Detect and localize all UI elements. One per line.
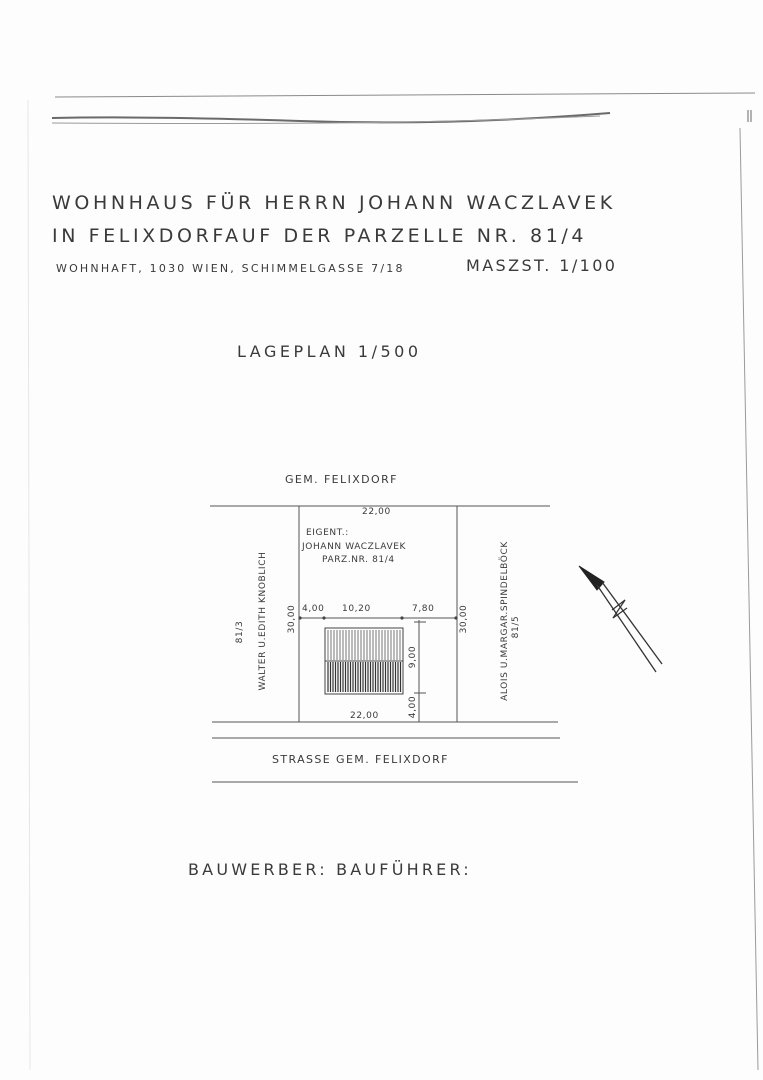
parcel-number: PARZ.NR. 81/4 [322,555,395,565]
left-neighbor-name: WALTER U.EDITH KNOBLICH [258,551,268,691]
owner-name: JOHANN WACZLAVEK [302,542,406,552]
lageplan-label: LAGEPLAN 1/500 [237,342,422,361]
dim-depth-right: 30,00 [459,604,469,634]
street-label: STRASSE GEM. FELIXDORF [272,753,449,766]
dim-house-depth: 9,00 [408,645,418,669]
dim-front: 4,00 [408,695,418,719]
title-line-2: IN FELIXDORFAUF DER PARZELLE NR. 81/4 [52,225,588,247]
right-neighbor-name: ALOIS U.MARGAR.SPINDELBÖCK [500,541,510,701]
left-parcel: 81/3 [235,620,245,644]
bottom-dimension: 22,00 [350,711,379,721]
dim-house-width: 10,20 [342,604,371,614]
dim-right: 7,80 [412,604,435,614]
scale-label: MASZST. 1/100 [466,256,618,275]
title-line-1: WOHNHAUS FÜR HERRN JOHANN WACZLAVEK [52,192,616,214]
top-neighbor-label: GEM. FELIXDORF [285,473,398,486]
top-dimension: 22,00 [362,507,391,517]
footer-signature-labels: BAUWERBER: BAUFÜHRER: [188,860,472,879]
owner-label: EIGENT.: [306,528,349,538]
dim-left: 4,00 [302,604,325,614]
dim-depth-left: 30,00 [287,604,297,634]
address-line: WOHNHAFT, 1030 WIEN, SCHIMMELGASSE 7/18 [56,262,405,275]
right-parcel: 81/5 [511,615,521,639]
